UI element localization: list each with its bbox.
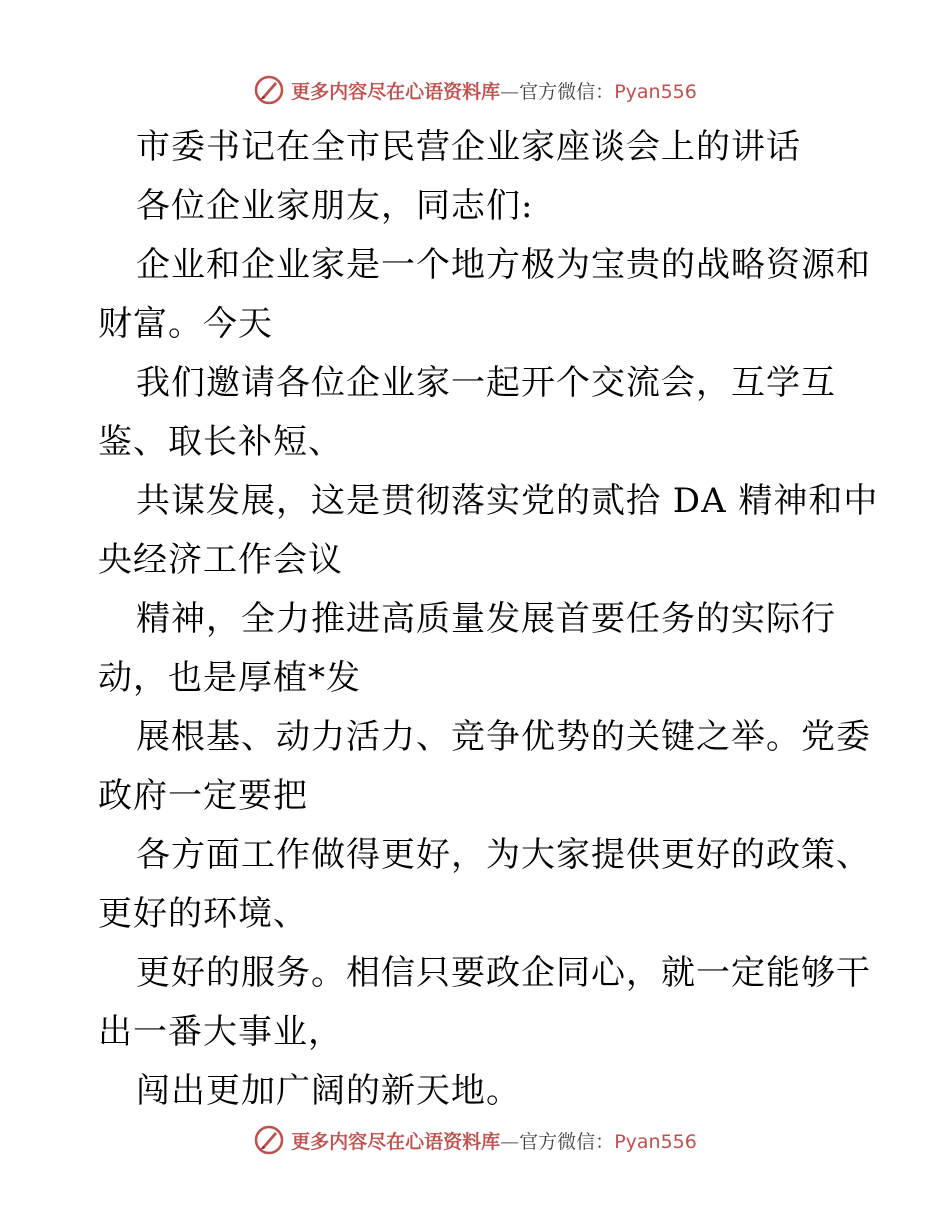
document-line: 政府一定要把 xyxy=(98,776,308,816)
watermark-separator: — xyxy=(500,1130,520,1153)
quill-pen-icon xyxy=(253,1124,285,1156)
document-salutation: 各位企业家朋友，同志们: xyxy=(136,186,534,226)
watermark-brand: 更多内容尽在心语资料库 xyxy=(291,80,501,103)
watermark-brand: 更多内容尽在心语资料库 xyxy=(291,1130,501,1153)
watermark-wechat-id: Pyan556 xyxy=(614,80,697,103)
document-line: 鉴、取长补短、 xyxy=(98,422,343,462)
watermark-wechat-label: 官方微信： xyxy=(519,80,615,103)
watermark-text xyxy=(291,77,697,104)
document-line: 精神，全力推进高质量发展首要任务的实际行 xyxy=(136,599,836,639)
document-line: 动，也是厚植*发 xyxy=(98,658,361,698)
document-line: 我们邀请各位企业家一起开个交流会，互学互 xyxy=(136,363,836,403)
watermark-separator: — xyxy=(500,80,520,103)
document-line: 更好的服务。相信只要政企同心，就一定能够干 xyxy=(136,953,871,993)
document-title: 市委书记在全市民营企业家座谈会上的讲话 xyxy=(136,127,801,167)
watermark-wechat-id: Pyan556 xyxy=(614,1130,697,1153)
document-line: 财富。今天 xyxy=(98,304,273,344)
document-line: 各方面工作做得更好，为大家提供更好的政策、 xyxy=(136,835,871,875)
document-line: 共谋发展，这是贯彻落实党的贰拾 DA 精神和中 xyxy=(136,481,879,521)
header-watermark xyxy=(0,70,950,110)
document-body xyxy=(98,124,879,1127)
document-line: 闯出更加广阔的新天地。 xyxy=(136,1071,521,1111)
document-line: 出一番大事业， xyxy=(98,1012,343,1052)
document-line: 企业和企业家是一个地方极为宝贵的战略资源和 xyxy=(136,245,871,285)
quill-pen-icon xyxy=(253,74,285,106)
watermark-text xyxy=(291,1127,697,1154)
document-paragraph xyxy=(98,242,879,1114)
document-line: 展根基、动力活力、竞争优势的关键之举。党委 xyxy=(136,717,871,757)
document-line: 更好的环境、 xyxy=(98,894,308,934)
watermark-wechat-label: 官方微信： xyxy=(519,1130,615,1153)
document-line: 央经济工作会议 xyxy=(98,540,343,580)
footer-watermark xyxy=(0,1120,950,1160)
